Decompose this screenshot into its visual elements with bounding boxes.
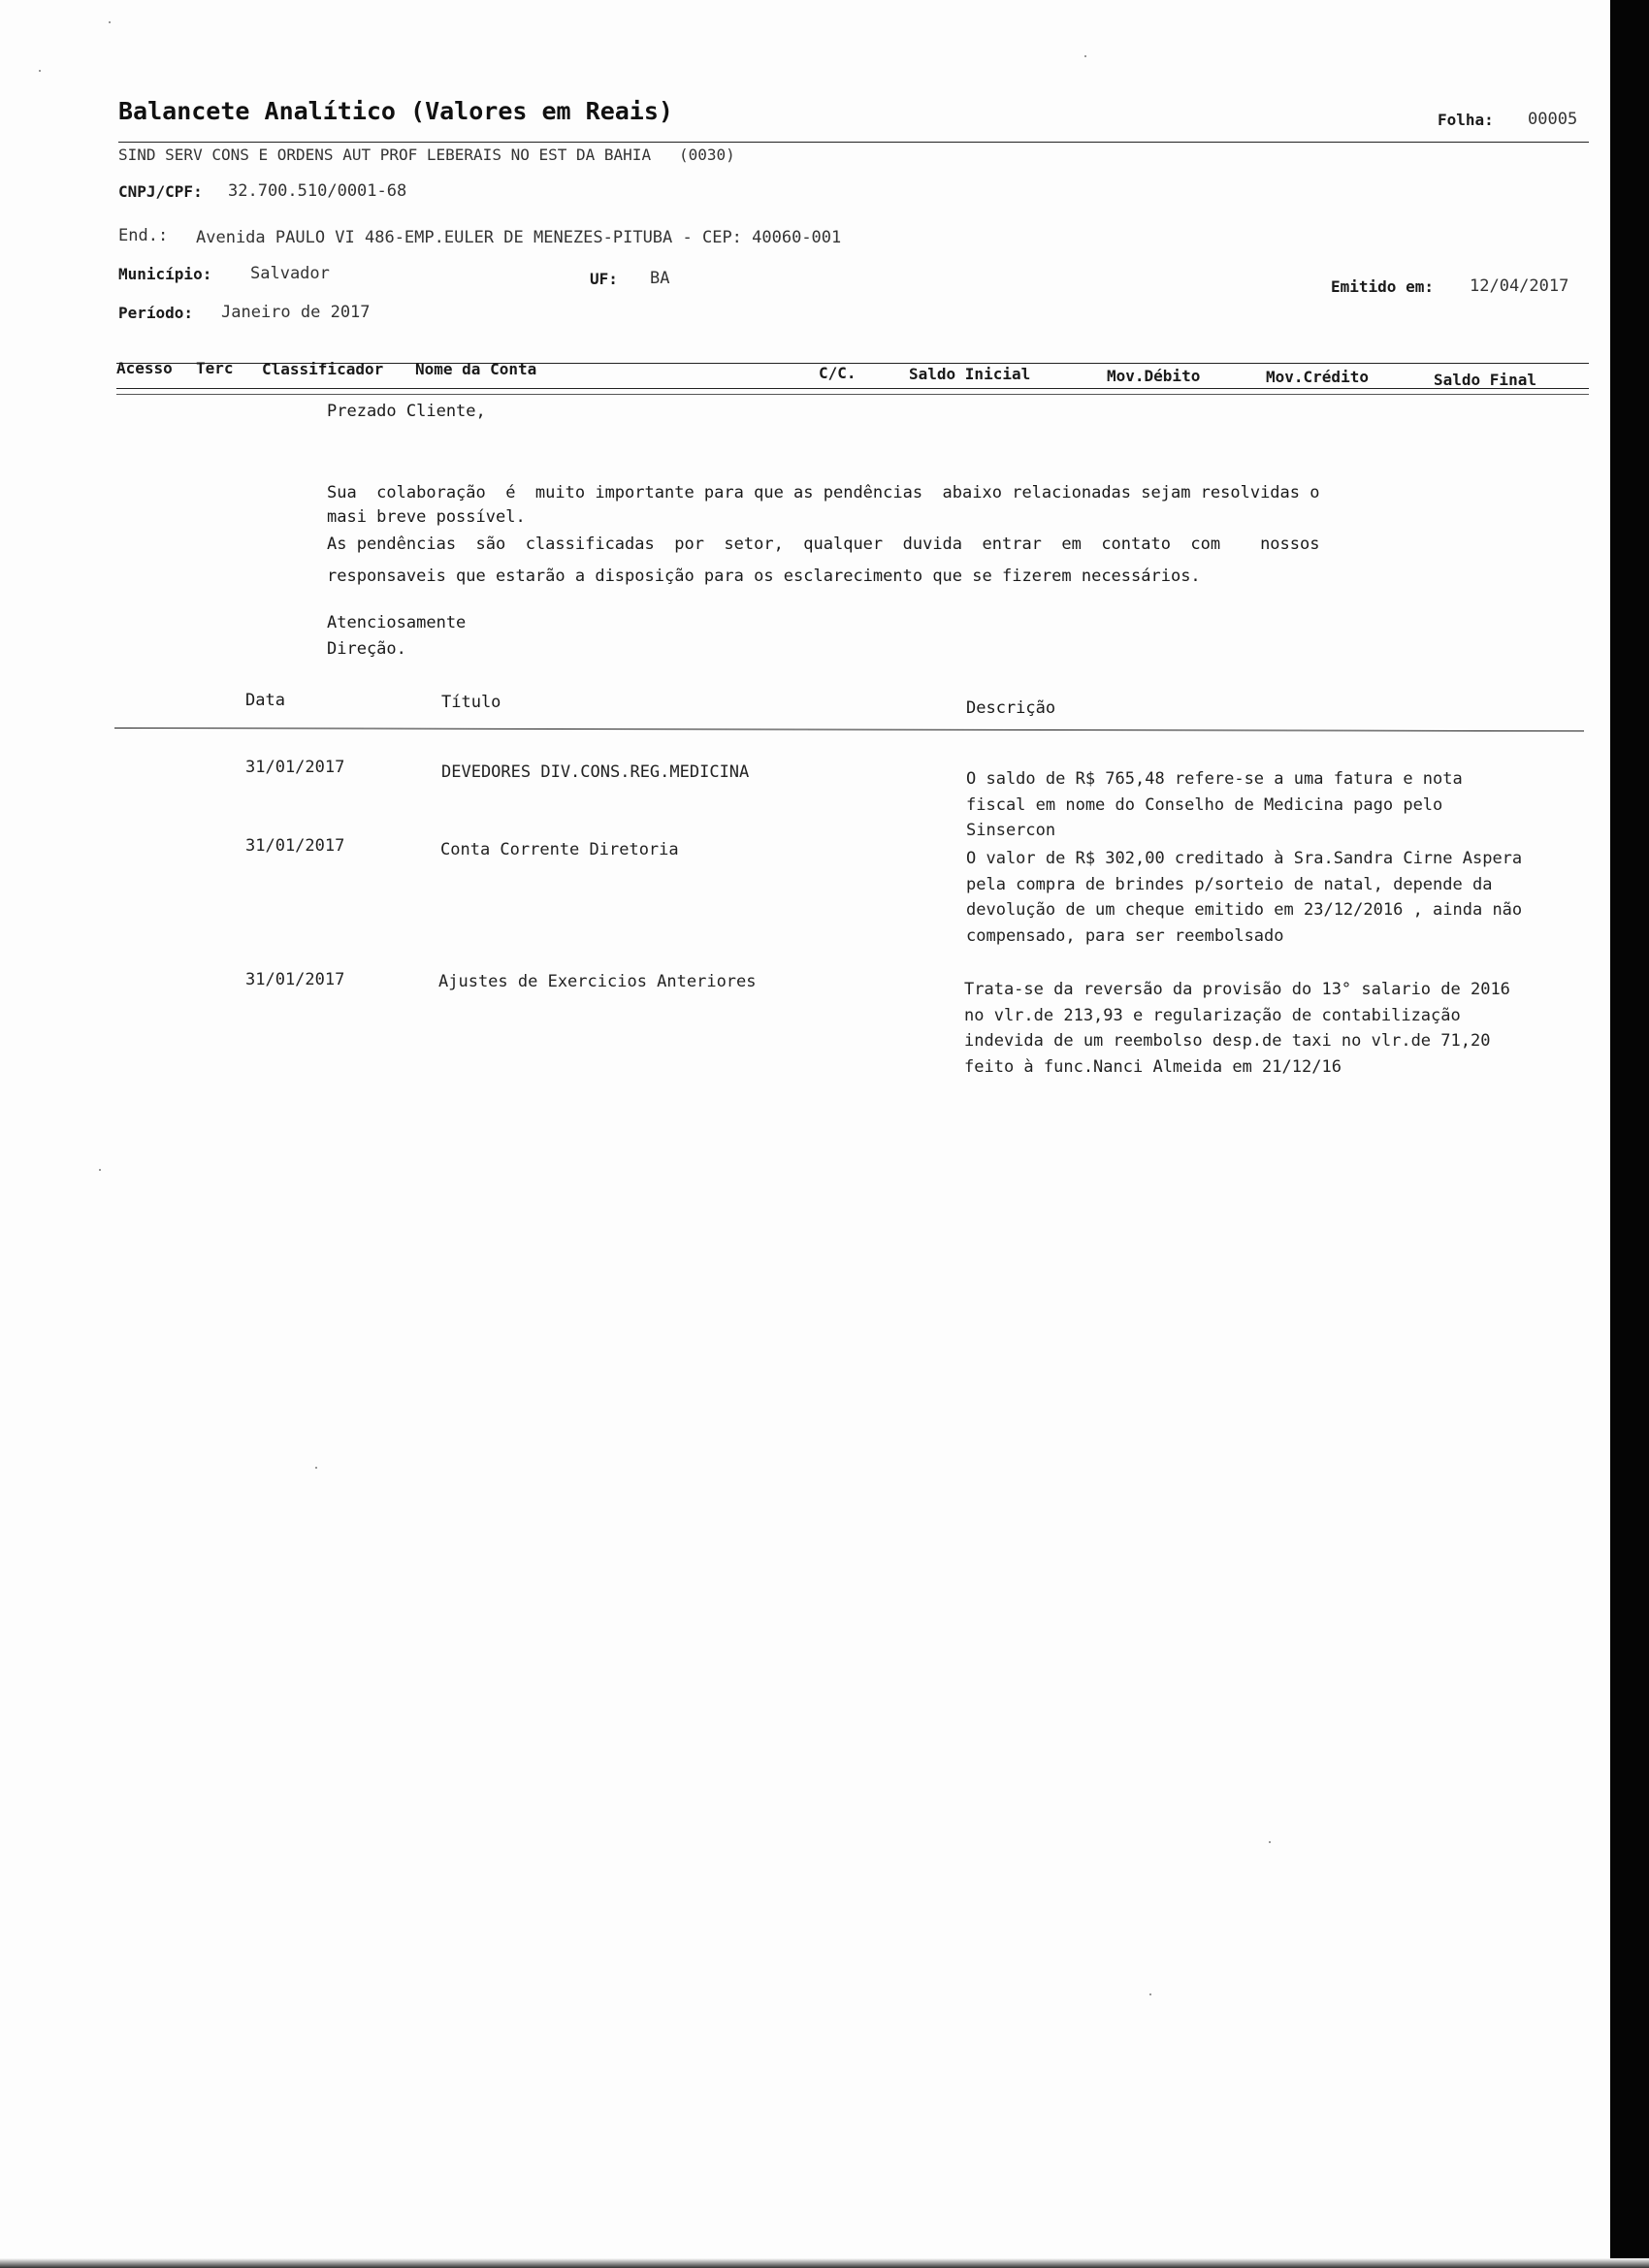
col-saldo-final: Saldo Final	[1434, 371, 1536, 389]
table-header-data: Data	[245, 691, 285, 710]
col-classificador: Classificador	[262, 360, 384, 378]
letter-p2-line2: responsaveis que estarão a disposição para os esclarecimento que se fizerem necessários.	[327, 567, 1201, 586]
emitido-label: Emitido em:	[1331, 277, 1434, 296]
end-label: End.:	[118, 226, 169, 245]
emitido-value: 12/04/2017	[1470, 276, 1569, 296]
col-saldo-inicial: Saldo Inicial	[909, 365, 1031, 383]
folha-label: Folha:	[1438, 111, 1494, 129]
columns-rule-mid	[116, 388, 1589, 389]
table-row-description: O valor de R$ 302,00 creditado à Sra.Sandra Cirne Aspera pela compra de brindes p/sorteio de natal, depende da devolução de um cheque emitido em 23/12/2016 , ainda não compensado, para ser reembolsado	[966, 849, 1523, 946]
entity-name: SIND SERV CONS E ORDENS AUT PROF LEBERAIS NO EST DA BAHIA (0030)	[118, 146, 735, 164]
scan-speck	[1149, 1993, 1151, 1995]
scan-speck	[109, 21, 111, 23]
scan-speck	[99, 1169, 101, 1171]
letter-p1-line1: Sua colaboração é muito importante para que as pendências abaixo relacionadas sejam resolvidas o	[327, 483, 1320, 502]
municipio-label: Município:	[118, 265, 212, 283]
table-row-date: 31/01/2017	[245, 970, 345, 989]
scan-speck	[1084, 55, 1086, 57]
cnpj-label: CNPJ/CPF:	[118, 182, 203, 201]
col-mov-debito: Mov.Débito	[1107, 367, 1201, 385]
periodo-label: Período:	[118, 304, 194, 322]
table-row-title: Ajustes de Exercicios Anteriores	[438, 972, 757, 991]
header-rule	[118, 142, 1589, 143]
col-terc: Terc	[196, 359, 234, 377]
table-header-rule	[114, 728, 1584, 731]
table-row-date: 31/01/2017	[245, 836, 345, 856]
scan-edge-bottom	[0, 2258, 1649, 2268]
periodo-value: Janeiro de 2017	[221, 303, 371, 322]
scan-speck	[39, 70, 41, 72]
uf-value: BA	[650, 269, 670, 288]
municipio-value: Salvador	[250, 264, 330, 283]
letter-closing: Atenciosamente	[327, 613, 467, 632]
scan-speck	[315, 1467, 317, 1469]
folha-value: 00005	[1528, 110, 1578, 129]
table-row-description: O saldo de R$ 765,48 refere-se a uma fatura e nota fiscal em nome do Conselho de Medicina pago pelo Sinsercon	[966, 769, 1463, 840]
end-value: Avenida PAULO VI 486-EMP.EULER DE MENEZES-PITUBA - CEP: 40060-001	[196, 228, 842, 247]
col-acesso: Acesso	[116, 359, 173, 377]
scan-speck	[1269, 1841, 1271, 1843]
letter-signature: Direção.	[327, 639, 406, 659]
letter-greeting: Prezado Cliente,	[327, 402, 486, 421]
table-header-titulo: Título	[441, 693, 501, 712]
col-mov-credito: Mov.Crédito	[1266, 368, 1369, 386]
columns-rule-bottom	[116, 394, 1589, 395]
letter-p1-line2: masi breve possível.	[327, 507, 526, 527]
table-row-title: DEVEDORES DIV.CONS.REG.MEDICINA	[441, 762, 750, 782]
table-header-descricao: Descrição	[966, 698, 1056, 718]
letter-p2-line1: As pendências são classificadas por setor, qualquer duvida entrar em contato com nossos	[327, 535, 1320, 554]
uf-label: UF:	[590, 270, 618, 288]
cnpj-value: 32.700.510/0001-68	[228, 181, 407, 201]
col-cc: C/C.	[819, 364, 857, 382]
scan-edge-right	[1610, 0, 1649, 2268]
col-nome: Nome da Conta	[415, 360, 537, 378]
table-row-date: 31/01/2017	[245, 758, 345, 777]
table-row-description: Trata-se da reversão da provisão do 13° salario de 2016 no vlr.de 213,93 e regularização de contabilização indevida de um reembolso desp.de taxi no vlr.de 71,20 feito à func.Nanci Almeida em 21/12/16	[964, 980, 1510, 1077]
report-title: Balancete Analítico (Valores em Reais)	[118, 97, 673, 125]
table-row-title: Conta Corrente Diretoria	[440, 840, 679, 859]
